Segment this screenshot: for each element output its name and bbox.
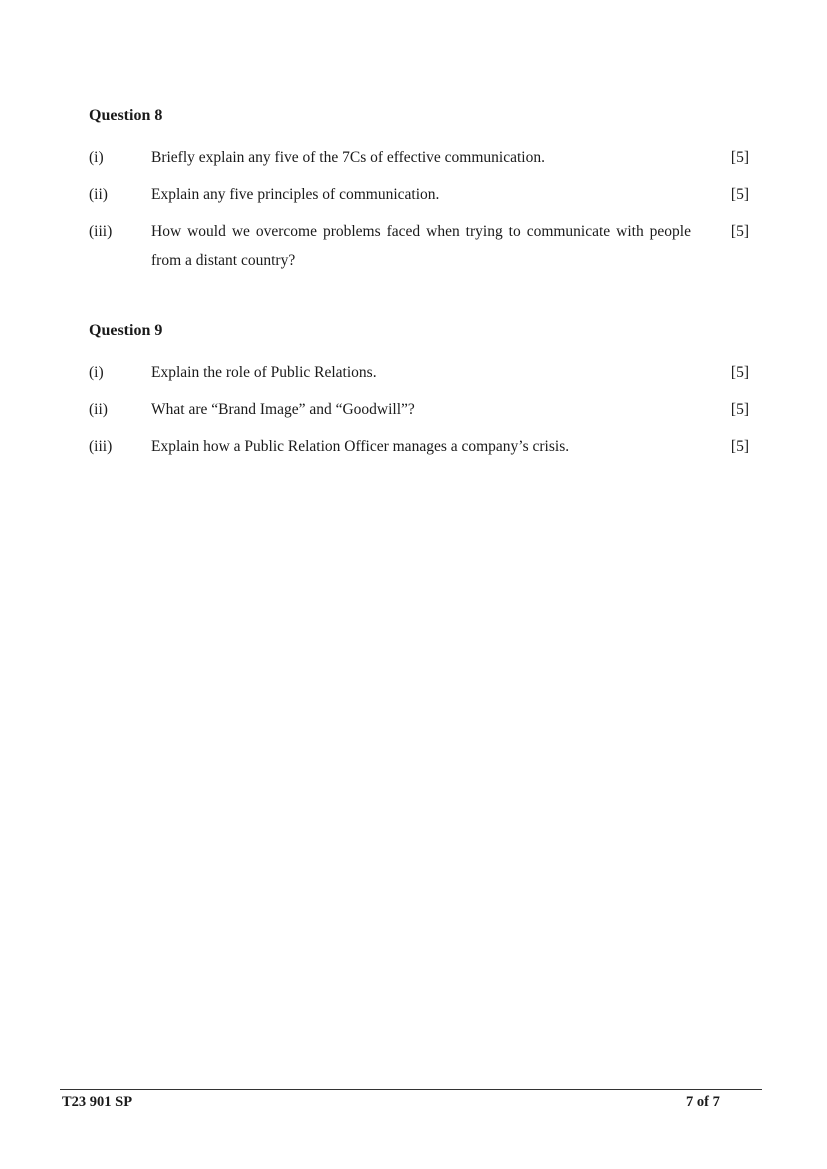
item-text: Explain any five principles of communication.	[151, 186, 440, 203]
item-number: (iii)	[89, 223, 113, 240]
question-item	[89, 358, 749, 387]
item-number: (ii)	[89, 186, 108, 203]
question-item	[89, 143, 749, 172]
item-text: How would we overcome problems faced when trying to communicate with people from a distant country?	[151, 223, 691, 269]
item-marks: [5]	[730, 186, 749, 203]
item-number: (iii)	[89, 438, 113, 455]
item-number: (i)	[89, 364, 104, 381]
question-9-section	[89, 321, 749, 469]
item-marks: [5]	[730, 223, 749, 240]
item-text: Briefly explain any five of the 7Cs of effective communication.	[151, 149, 545, 166]
item-text: What are “Brand Image” and “Goodwill”?	[151, 401, 415, 418]
question-item	[89, 180, 749, 209]
question-8-section	[89, 106, 749, 283]
question-heading: Question 9	[89, 322, 163, 339]
item-marks: [5]	[730, 149, 749, 166]
item-marks: [5]	[730, 438, 749, 455]
item-marks: [5]	[730, 364, 749, 381]
item-number: (ii)	[89, 401, 108, 418]
item-marks: [5]	[730, 401, 749, 418]
page-number: 7 of 7	[686, 1094, 720, 1110]
question-item	[89, 432, 749, 461]
paper-code: T23 901 SP	[62, 1094, 133, 1110]
item-number: (i)	[89, 149, 104, 166]
item-text: Explain the role of Public Relations.	[151, 364, 377, 381]
question-item	[89, 395, 749, 424]
footer-divider	[60, 1089, 762, 1090]
item-text: Explain how a Public Relation Officer manages a company’s crisis.	[151, 438, 570, 455]
question-item	[89, 217, 749, 275]
question-heading: Question 8	[89, 107, 163, 124]
